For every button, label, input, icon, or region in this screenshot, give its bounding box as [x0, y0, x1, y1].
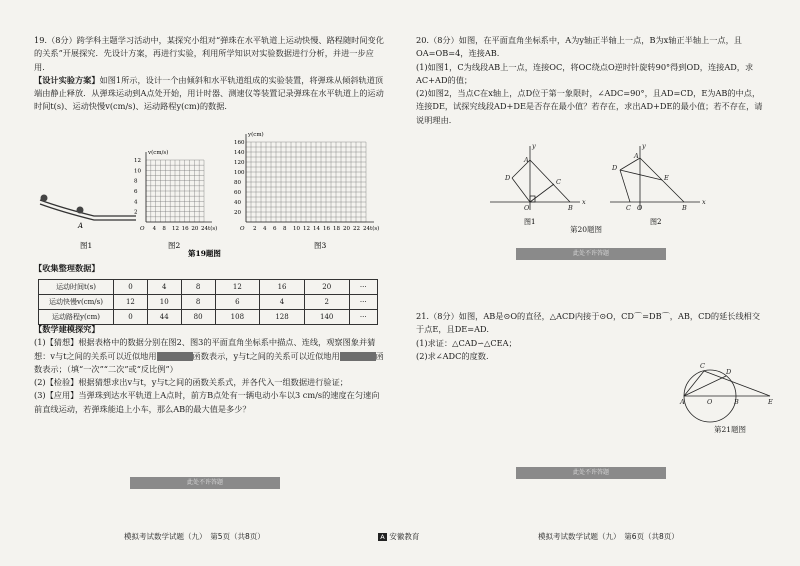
table-cell: 8 [181, 280, 215, 295]
y-tick-label: 120 [234, 160, 245, 166]
fig2-caption: 图2 [168, 241, 181, 250]
x-tick-label: 8 [162, 226, 166, 232]
q20-fig1-caption: 图1 [524, 218, 536, 226]
q19-fig-title: 第19题图 [188, 249, 221, 258]
y-tick-label: 160 [234, 140, 245, 146]
table-row [39, 280, 378, 295]
y-tick-label: 140 [234, 150, 245, 156]
q21-part1: (1)求证：△CAD∽△CEA； [416, 337, 517, 348]
fig2-grid [134, 149, 217, 232]
q20-part1: (1)如图1，C为线段AB上一点，连接OC，将OC绕点O逆时针旋转90°得到OD，连接AD，求AC+AD的值； [416, 61, 754, 85]
x-tick-label: 8 [283, 226, 287, 232]
table-cell: 20 [304, 280, 349, 295]
table-cell: 128 [260, 310, 305, 325]
right-page [416, 34, 768, 127]
svg-text:A: A [680, 398, 685, 406]
x-tick-label: 24 [363, 226, 370, 232]
fig1-caption: 图1 [80, 241, 93, 250]
x-tick-label: 20 [191, 226, 199, 232]
x-tick-label: 4 [152, 226, 157, 232]
q20-fig1-labels [504, 142, 586, 212]
x-axis-label: t(s) [208, 226, 218, 232]
marble-top [41, 195, 48, 202]
svg-text:x: x [702, 198, 706, 206]
q20-part2: (2)如图2，当点C在x轴上，点D位于第一象限时，∠ADC=90°，且AD=CD，E为AB的中点，连接DE，试探究线段AD+DE是否存在最小值？若存在，求出AD+DE的最小值；若不存在，请说明理由． [416, 88, 763, 125]
q19-head: 19.（8分）跨学科主题学习活动中，某探究小组对“弹珠在水平轨道上运动快慢、路程随时间变化的关系”开展探究．先设计方案，再进行实验，利用所学知识对实验数据进行分析，并进一步应用． [34, 35, 384, 72]
svg-text:E: E [664, 174, 669, 182]
svg-text:C: C [700, 362, 705, 370]
y-tick-label: 8 [134, 178, 138, 185]
x-tick-label: 10 [293, 226, 300, 232]
footer-center: A 安徽教育 [378, 531, 419, 542]
table-cell: ··· [349, 310, 377, 325]
y-tick-label: 100 [234, 170, 245, 176]
svg-text:D: D [612, 164, 618, 172]
table-cell: 4 [147, 280, 181, 295]
x-tick-label: 16 [323, 226, 330, 232]
y-tick-label: 4 [134, 199, 138, 206]
table-cell: 12 [215, 280, 260, 295]
q21-part2: (2)求∠ADC的度数. [416, 350, 489, 361]
fig3-grid [234, 131, 379, 232]
table-cell: 8 [181, 295, 215, 310]
y-tick-label: 2 [134, 209, 138, 216]
table-cell: ··· [349, 295, 377, 310]
table-cell: 108 [215, 310, 260, 325]
svg-text:C: C [556, 178, 561, 186]
footer-right: 模拟考试数学试题（九） 第6页（共8页） [538, 532, 679, 541]
y-tick-label: 10 [134, 168, 141, 175]
q21-figure [680, 356, 780, 426]
q19-design-text: 如图1所示，设计一个由倾斜和水平轨道组成的实验装置，将弹珠从倾斜轨道顶端由静止释放．从弹珠运动到A点处开始，用计时器、测速仪等装置记录弹珠在水平轨道上的运动时间t(s)、运动快慢v(cm/s)、运动路程y(cm)的数据． [34, 74, 384, 112]
q21-fig-title: 第21题图 [714, 425, 747, 434]
svg-text:B: B [682, 204, 687, 212]
q20-head: 20.（8分）如图，在平面直角坐标系中，A为y轴正半轴上一点，B为x轴正半轴上一点，且OA=OB=4，连接AB. [416, 35, 742, 59]
svg-text:B: B [568, 204, 573, 212]
svg-text:O: O [637, 204, 643, 212]
publisher-logo-icon: A [378, 533, 387, 541]
y-tick-label: 60 [234, 190, 241, 196]
svg-text:C: C [626, 204, 631, 212]
svg-text:O: O [707, 398, 713, 406]
y-tick-label: 80 [234, 180, 241, 186]
q19-collect [34, 262, 386, 275]
q19-part1: (1)【猜想】根据表格中的数据分别在图2、图3的平面直角坐标系中描点、连线，观察图象并猜想：v与t之间的关系可以近似地用 函数表示，y与t之间的关系可以近似地用 函数表示；（填“一次”“二次”或“反比例”） [34, 337, 384, 374]
table-row-header: 运动路程y(cm) [39, 310, 114, 325]
table-row-header: 运动时间t(s) [39, 280, 114, 295]
svg-text:D: D [726, 368, 732, 376]
x-tick-label: 24 [201, 226, 208, 232]
x-tick-label: 12 [172, 226, 179, 232]
svg-text:O: O [524, 204, 530, 212]
point-a-label: A [78, 222, 84, 230]
y-tick-label: 12 [134, 158, 141, 164]
q20-fig2-caption: 图2 [650, 218, 662, 226]
table-cell: 4 [260, 295, 305, 310]
y-tick-label: 6 [134, 189, 138, 195]
table-cell: 140 [304, 310, 349, 325]
table-cell: 44 [147, 310, 181, 325]
table-cell: 6 [215, 295, 260, 310]
origin-label: O [240, 226, 245, 232]
q21-head: 21.（8分）如图，AB是⊙O的直径，△ACD内接于⊙O，CD⌒=DB⌒，AB，CD的延长线相交于点E，且DE=AD. [416, 311, 761, 335]
fig3-caption: 图3 [314, 241, 327, 250]
q19-figures [34, 132, 394, 258]
q20-fig-title: 第20题图 [570, 225, 603, 234]
x-tick-label: 16 [181, 226, 189, 232]
x-tick-label: 2 [253, 226, 257, 232]
q19-model-title: 【数学建模探究】 [34, 324, 100, 334]
y-tick-label: 40 [234, 200, 241, 206]
x-tick-label: 4 [263, 226, 267, 232]
y-axis-label: v(cm/s) [148, 150, 169, 156]
origin-label: O [140, 226, 145, 232]
table-cell: 0 [114, 280, 148, 295]
svg-text:y: y [642, 142, 646, 150]
table-row-header: 运动快慢v(cm/s) [39, 295, 114, 310]
table-row [39, 295, 378, 310]
table-cell: 0 [114, 310, 148, 325]
table-cell: 16 [260, 280, 305, 295]
q20-fig1 [490, 146, 580, 210]
q20-figures [480, 140, 730, 230]
y-tick-label: 20 [234, 210, 241, 216]
left-page [34, 34, 386, 114]
svg-text:x: x [582, 198, 586, 206]
svg-text:y: y [532, 142, 536, 150]
svg-text:E: E [768, 398, 773, 406]
fig1-ramp [40, 195, 136, 251]
table-cell: ··· [349, 280, 377, 295]
redaction-box [340, 352, 376, 361]
svg-text:A: A [634, 152, 639, 160]
y-axis-label: y(cm) [248, 132, 264, 138]
x-tick-label: 20 [343, 226, 350, 232]
marble-a [77, 207, 84, 214]
x-tick-label: 12 [303, 226, 310, 232]
q19-collect-title: 【收集整理数据】 [34, 263, 100, 273]
x-tick-label: 18 [333, 226, 340, 232]
table-cell: 2 [304, 295, 349, 310]
x-tick-label: 14 [313, 226, 320, 232]
svg-text:D: D [505, 174, 511, 182]
x-axis-label: t(s) [370, 226, 380, 232]
q21-no-answer-zone: 此处不许答题 [516, 467, 666, 479]
q19-part3: (3)【应用】当弹珠到达水平轨道上A点时，前方B点处有一辆电动小车以3 cm/s的速度在匀速向前直线运动，若弹珠能追上小车，那么AB的最大值是多少？ [34, 390, 380, 414]
q20-fig2 [610, 146, 700, 210]
x-tick-label: 22 [353, 226, 360, 232]
x-tick-label: 6 [273, 226, 277, 232]
svg-text:B: B [734, 398, 739, 406]
table-cell: 80 [181, 310, 215, 325]
table-cell: 12 [114, 295, 148, 310]
footer-left: 模拟考试数学试题（九） 第5页（共8页） [124, 532, 265, 541]
q19-part2: (2)【检验】根据猜想求出v与t，y与t之间的函数关系式，并各代入一组数据进行验证； [34, 377, 348, 388]
q19-design [34, 74, 386, 114]
q19-data-table [38, 279, 378, 325]
q19-no-answer-zone: 此处不许答题 [130, 477, 280, 489]
q20-no-answer-zone: 此处不许答题 [516, 248, 666, 260]
q19-design-title: 【设计实验方案】 [34, 74, 100, 85]
redaction-box [157, 352, 193, 361]
table-cell: 10 [147, 295, 181, 310]
svg-text:A: A [524, 156, 529, 164]
q19-model [34, 323, 386, 416]
